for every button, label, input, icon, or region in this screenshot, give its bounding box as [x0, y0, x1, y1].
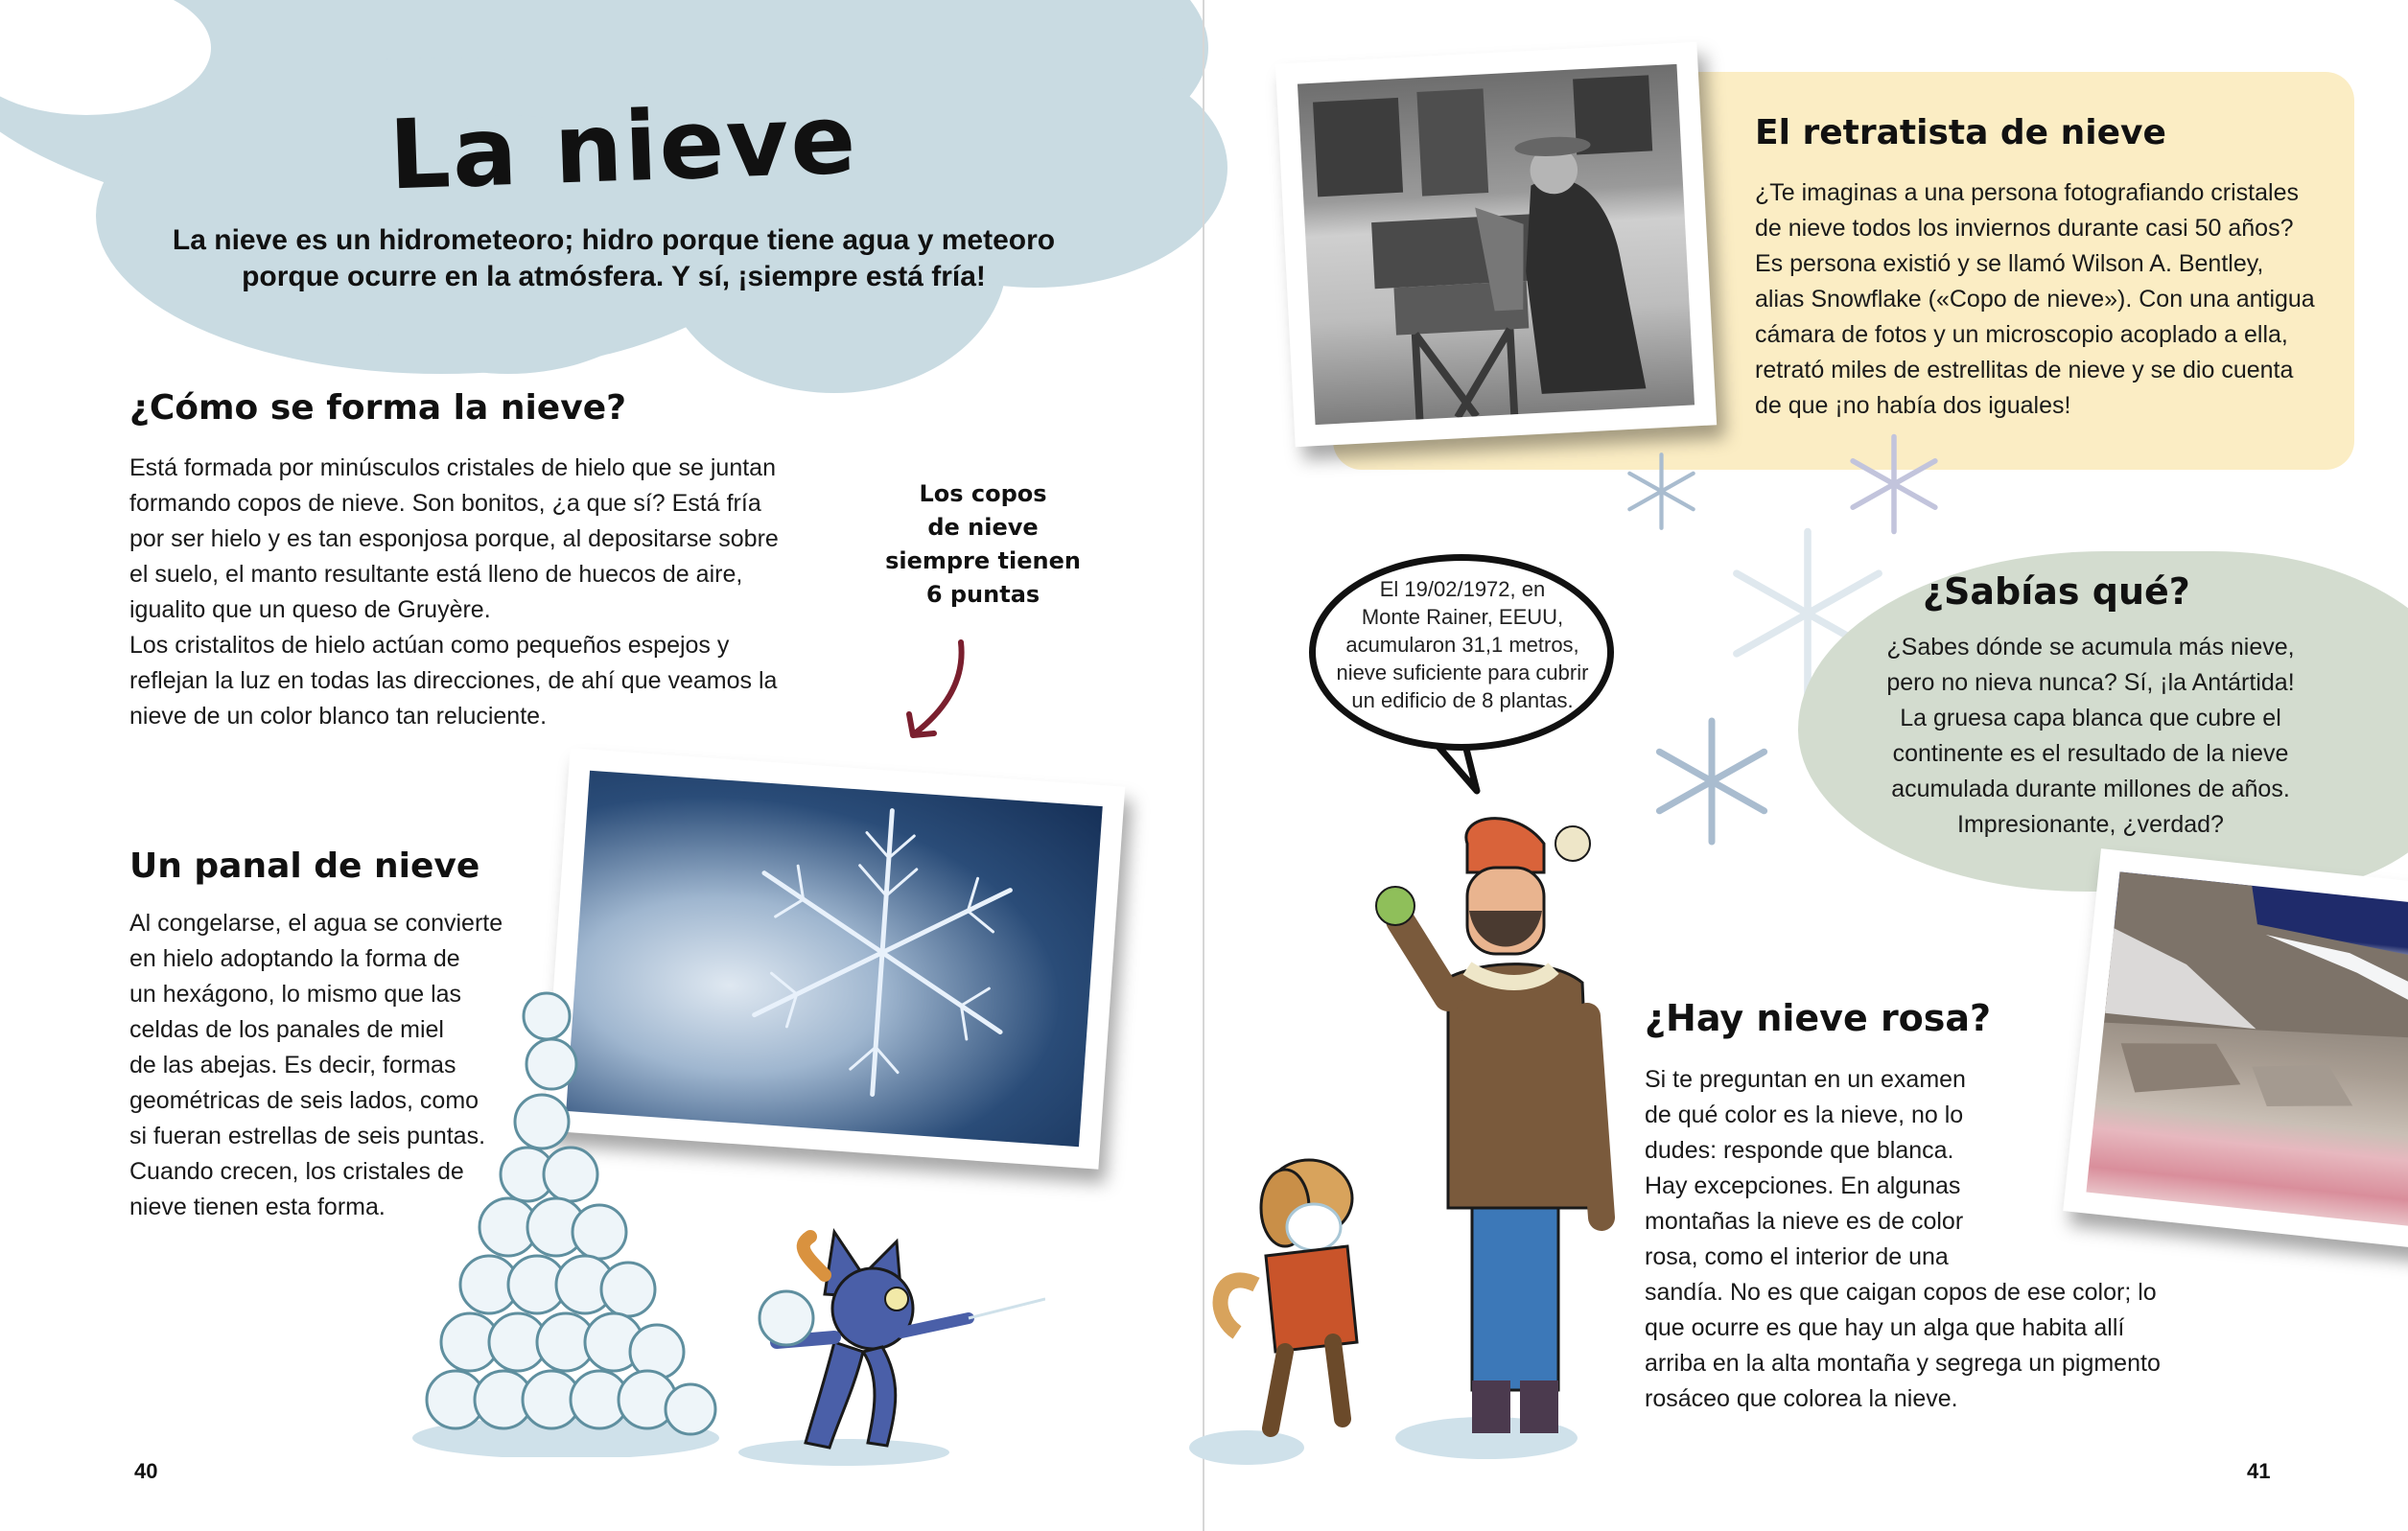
section-body-sabias	[1822, 630, 2359, 843]
section-heading-panal: Un panal de nieve	[129, 847, 480, 886]
body-line: el suelo, el manto resultante está lleno de huecos de aire,	[129, 561, 743, 588]
intro-line: porque ocurre en la atmósfera. Y sí, ¡siempre está fría!	[242, 261, 986, 292]
curved-arrow-icon	[901, 638, 978, 743]
body-line: Cuando crecen, los cristales de	[129, 1158, 464, 1185]
body-line: Al congelarse, el agua se convierte	[129, 910, 503, 937]
bentley-photo	[1275, 42, 1717, 447]
body-line: formando copos de nieve. Son bonitos, ¿a que sí? Está fría	[129, 490, 761, 517]
man-and-dog-illustration	[1151, 805, 1630, 1467]
section-heading-retratista: El retratista de nieve	[1755, 113, 2166, 152]
body-line: cámara de fotos y un microscopio acoplado a ella,	[1755, 321, 2288, 348]
bubble-line: Monte Rainer, EEUU,	[1361, 605, 1564, 629]
body-line: continente es el resultado de la nieve	[1892, 740, 2289, 767]
body-line: Si te preguntan en un examen	[1645, 1066, 1966, 1093]
body-line: arriba en la alta montaña y segrega un pigmento	[1645, 1350, 2161, 1377]
body-line: nieve tienen esta forma.	[129, 1194, 386, 1220]
intro-line: La nieve es un hidrometeoro; hidro porque tiene agua y meteoro	[172, 224, 1056, 256]
body-line: un hexágono, lo mismo que las	[129, 981, 462, 1008]
body-line: dudes: responde que blanca.	[1645, 1137, 1954, 1164]
body-line: reflejan la luz en todas las direcciones, de ahí que veamos la	[129, 667, 778, 694]
body-line: Los cristalitos de hielo actúan como pequeños espejos y	[129, 632, 730, 659]
body-line: de nieve todos los inviernos durante casi 50 años?	[1755, 215, 2294, 242]
section-heading-sabias: ¿Sabías qué?	[1923, 570, 2190, 613]
snowflake-icon	[1841, 431, 1947, 537]
body-line: de qué color es la nieve, no lo	[1645, 1102, 1964, 1128]
page-number-right: 41	[2247, 1459, 2271, 1483]
body-line: igualito que un queso de Gruyère.	[129, 596, 491, 623]
body-line: retrató miles de estrellitas de nieve y se dio cuenta	[1755, 357, 2294, 383]
body-line: ¿Te imaginas a una persona fotografiando cristales	[1755, 179, 2299, 206]
body-line: nieve de un color blanco tan reluciente.	[129, 703, 548, 730]
body-line: que ocurre es que hay un alga que habita allí	[1645, 1314, 2125, 1341]
snowflake-icon	[1645, 714, 1779, 848]
body-line: acumulada durante millones de años.	[1891, 776, 2290, 802]
body-line: La gruesa capa blanca que cubre el	[1900, 705, 2281, 731]
body-line: Es persona existió y se llamó Wilson A. Bentley,	[1755, 250, 2264, 277]
body-line: montañas la nieve es de color	[1645, 1208, 1964, 1235]
side-note	[844, 477, 1122, 612]
page-title: La nieve	[386, 82, 860, 212]
title-cloud	[0, 0, 1204, 431]
side-note-line: siempre tienen	[885, 547, 1081, 574]
body-line: geométricas de seis lados, como	[129, 1087, 479, 1114]
body-line: celdas de los panales de miel	[129, 1016, 444, 1043]
section-body-rosa	[1645, 1062, 2201, 1417]
body-line: ¿Sabes dónde se acumula más nieve,	[1886, 634, 2295, 661]
body-line: Impresionante, ¿verdad?	[1957, 811, 2224, 838]
body-line: Hay excepciones. En algunas	[1645, 1172, 1961, 1199]
section-body-retratista	[1755, 175, 2340, 424]
side-note-line: Los copos	[919, 480, 1047, 507]
body-line: en hielo adoptando la forma de	[129, 945, 460, 972]
body-line: por ser hielo y es tan esponjosa porque, al depositarse sobre	[129, 525, 779, 552]
body-line: alias Snowflake («Copo de nieve»). Con una antigua	[1755, 286, 2315, 313]
body-line: de las abejas. Es decir, formas	[129, 1052, 456, 1079]
body-line: Está formada por minúsculos cristales de hielo que se juntan	[129, 454, 776, 481]
snowball-pyramid-illustration	[403, 987, 729, 1457]
bubble-line: acumularon 31,1 metros,	[1345, 633, 1579, 657]
speech-bubble-text	[1328, 575, 1597, 714]
body-line: de que ¡no había dos iguales!	[1755, 392, 2071, 419]
cat-throwing-snowball-illustration	[719, 1218, 1045, 1467]
side-note-line: 6 puntas	[925, 581, 1040, 608]
body-line: pero no nieva nunca? Sí, ¡la Antártida!	[1886, 669, 2295, 696]
side-note-line: de nieve	[927, 514, 1039, 541]
body-line: si fueran estrellas de seis puntas.	[129, 1123, 486, 1149]
bubble-line: nieve suficiente para cubrir	[1336, 661, 1589, 684]
section-heading-rosa: ¿Hay nieve rosa?	[1645, 997, 1992, 1039]
body-line: rosáceo que colorea la nieve.	[1645, 1385, 1958, 1412]
body-line: sandía. No es que caigan copos de ese color; lo	[1645, 1279, 2157, 1306]
bubble-line: un edificio de 8 plantas.	[1351, 688, 1574, 712]
bubble-line: El 19/02/1972, en	[1379, 577, 1546, 601]
body-line: rosa, como el interior de una	[1645, 1243, 1949, 1270]
snowflake-icon	[1621, 451, 1702, 532]
section-body-como-se-forma	[129, 451, 839, 734]
section-heading-como-se-forma: ¿Cómo se forma la nieve?	[129, 388, 626, 428]
page-number-left: 40	[134, 1459, 158, 1483]
photographer-with-camera-image	[1298, 64, 1695, 425]
intro-text	[115, 222, 1112, 295]
